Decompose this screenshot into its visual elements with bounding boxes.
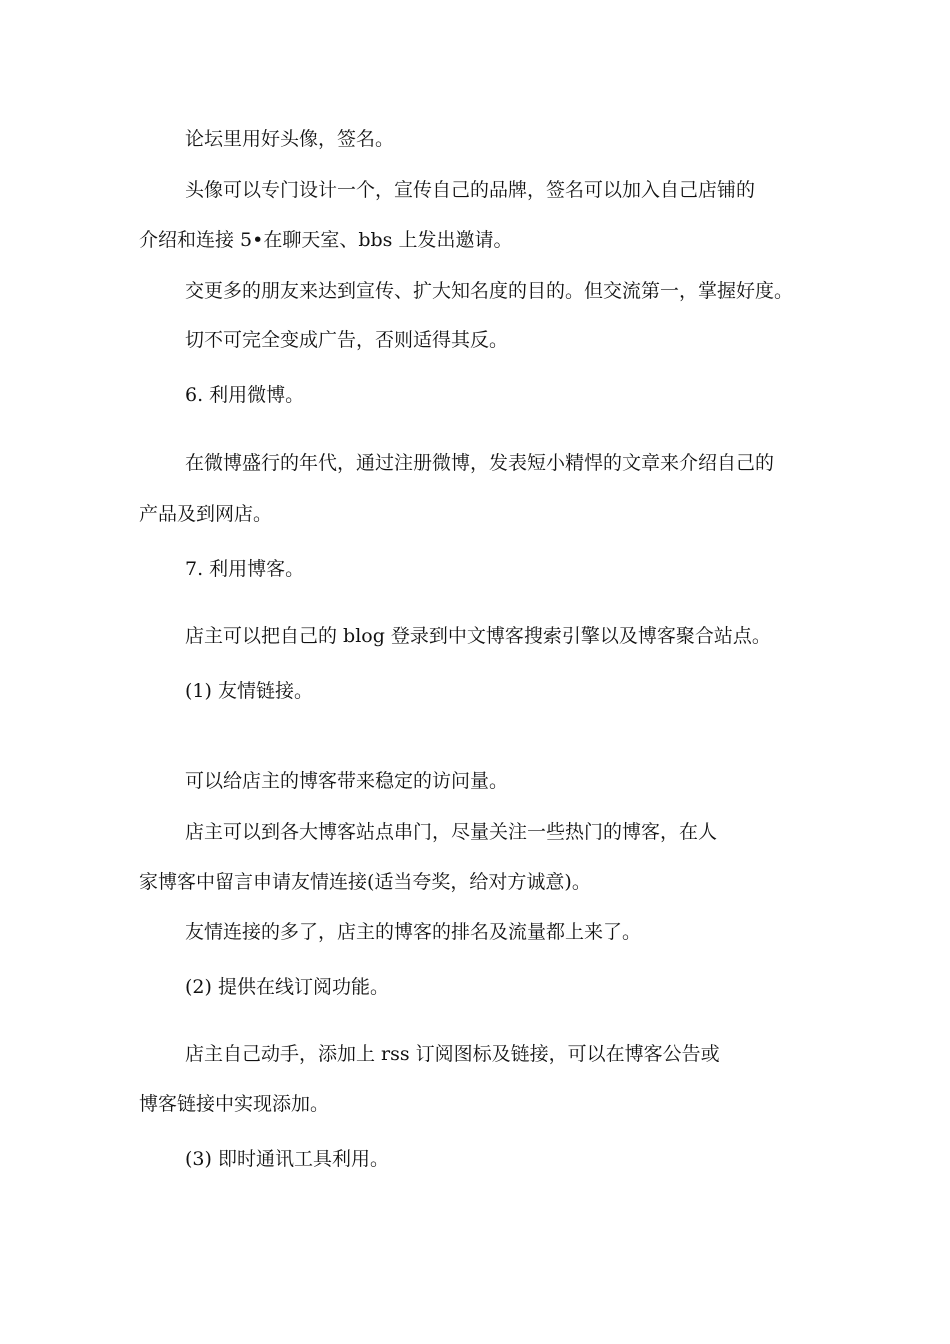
paragraph-line: 博客链接中实现添加。 xyxy=(139,1093,330,1115)
paragraph-line: 论坛里用好头像，签名。 xyxy=(185,128,395,150)
paragraph-line: 友情连接的多了，店主的博客的排名及流量都上来了。 xyxy=(185,921,642,943)
section-heading: 6. 利用微博。 xyxy=(185,384,305,406)
paragraph-line: 介绍和连接 5•在聊天室、bbs 上发出邀请。 xyxy=(139,229,513,251)
paragraph-line: 店主可以到各大博客站点串门，尽量关注一些热门的博客，在人 xyxy=(185,821,718,843)
paragraph-line: 店主可以把自己的 blog 登录到中文博客搜索引擎以及博客聚合站点。 xyxy=(185,625,771,647)
paragraph-line: 交更多的朋友来达到宣传、扩大知名度的目的。但交流第一，掌握好度。 xyxy=(185,280,794,302)
subsection-heading: (1) 友情链接。 xyxy=(185,680,313,702)
subsection-heading: (3) 即时通讯工具利用。 xyxy=(185,1148,389,1170)
paragraph-line: 产品及到网店。 xyxy=(139,503,273,525)
paragraph-line: 家博客中留言申请友情连接(适当夸奖，给对方诚意)。 xyxy=(139,871,591,893)
paragraph-line: 可以给店主的博客带来稳定的访问量。 xyxy=(185,770,509,792)
subsection-heading: (2) 提供在线订阅功能。 xyxy=(185,976,389,998)
paragraph-line: 店主自己动手，添加上 rss 订阅图标及链接，可以在博客公告或 xyxy=(185,1043,720,1065)
paragraph-line: 切不可完全变成广告，否则适得其反。 xyxy=(185,329,509,351)
section-heading: 7. 利用博客。 xyxy=(185,558,305,580)
paragraph-line: 头像可以专门设计一个，宣传自己的品牌，签名可以加入自己店铺的 xyxy=(185,179,756,201)
paragraph-line: 在微博盛行的年代，通过注册微博，发表短小精悍的文章来介绍自己的 xyxy=(185,452,775,474)
